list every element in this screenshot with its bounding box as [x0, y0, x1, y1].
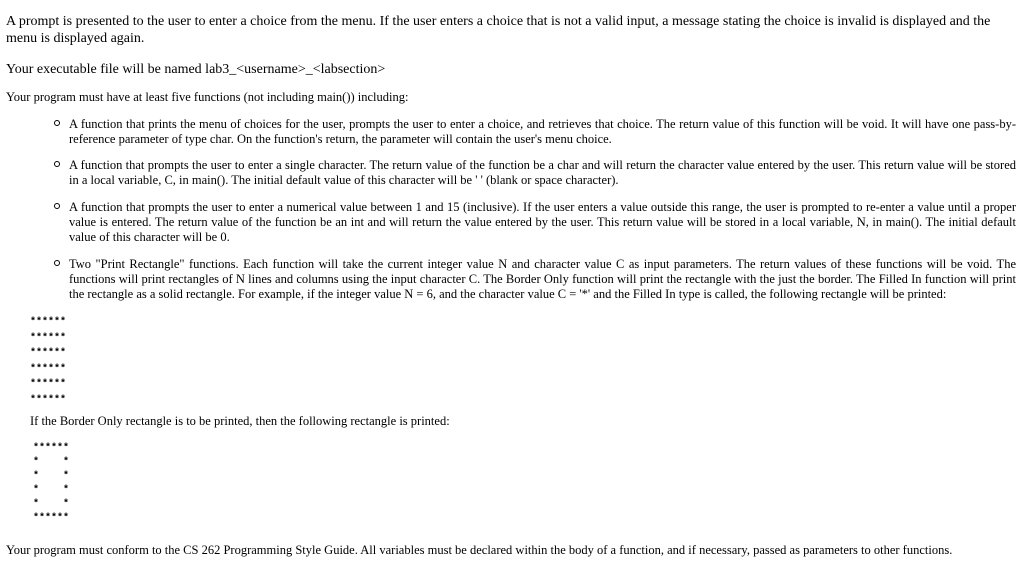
- executable-name-paragraph: Your executable file will be named lab3_<username>_<labsection>: [6, 62, 386, 77]
- list-item-text: A function that prints the menu of choices for the user, prompts the user to enter a choice, and retrieves that choice. The return value of this function will be void. It will have one pass-by-reference parameter of type char. On the function's return, the parameter will contain the user's menu choice.: [69, 117, 1016, 146]
- filled-rectangle-example: [30, 315, 66, 408]
- rectangle-row: ******: [30, 379, 67, 390]
- rectangle-row: ******: [30, 348, 67, 359]
- list-item-text: A function that prompts the user to enter a numerical value between 1 and 15 (inclusive). If the user enters a value outside this range, the user is prompted to re-enter a value until a proper value is entered. The return value of the function be an int and will return the value entered by the user. This return value will be stored in a local variable, N, in main(). The initial default value of this character will be 0.: [69, 200, 1016, 244]
- rectangle-row: ******: [30, 332, 67, 344]
- rectangle-row: ******: [30, 394, 67, 406]
- rectangle-row: * *: [33, 457, 70, 468]
- rectangle-row: ******: [30, 317, 67, 328]
- rectangle-row: * *: [33, 485, 70, 496]
- rectangle-row: * *: [33, 499, 70, 510]
- rectangle-row: * *: [33, 471, 70, 482]
- list-item-text: A function that prompts the user to enter a single character. The return value of the function be a char and will return the character value entered by the user. This return value will be stored in a local variable, C, in main(). The initial default value of this character will be ' ' (blank or space character).: [69, 158, 1016, 187]
- list-item-text: Two "Print Rectangle" functions. Each function will take the current integer value N and character value C as input parameters. The return values of these functions will be void. The functions will print rectangles of N lines and columns using the input character C. The Border Only function will print the rectangle with the just the border. The Filled In function will print the rectangle as a solid rectangle. For example, if the integer value N = 6, and the character value C = '*' and the Filled In type is called, the following rectangle will be printed:: [69, 257, 1016, 301]
- style-guide-paragraph: Your program must conform to the CS 262 Programming Style Guide. All variables must be declared within the body of a function, and if necessary, passed as parameters to other functions.: [6, 543, 953, 557]
- intro-paragraph: A prompt is presented to the user to enter a choice from the menu. If the user enters a choice that is not a valid input, a message stating the choice is invalid is displayed and the menu is displayed again.: [6, 14, 991, 46]
- bullet-circle-icon: [54, 203, 60, 209]
- functions-intro-paragraph: Your program must have at least five functions (not including main()) including:: [6, 90, 409, 104]
- bullet-circle-icon: [54, 161, 60, 167]
- border-rectangle-example: [33, 442, 69, 526]
- bullet-circle-icon: [54, 120, 60, 126]
- rectangle-row: ******: [33, 513, 70, 524]
- rectangle-row: ******: [30, 363, 67, 375]
- border-intro-paragraph: If the Border Only rectangle is to be printed, then the following rectangle is printed:: [30, 414, 450, 428]
- rectangle-row: ******: [33, 443, 70, 454]
- bullet-circle-icon: [54, 260, 60, 266]
